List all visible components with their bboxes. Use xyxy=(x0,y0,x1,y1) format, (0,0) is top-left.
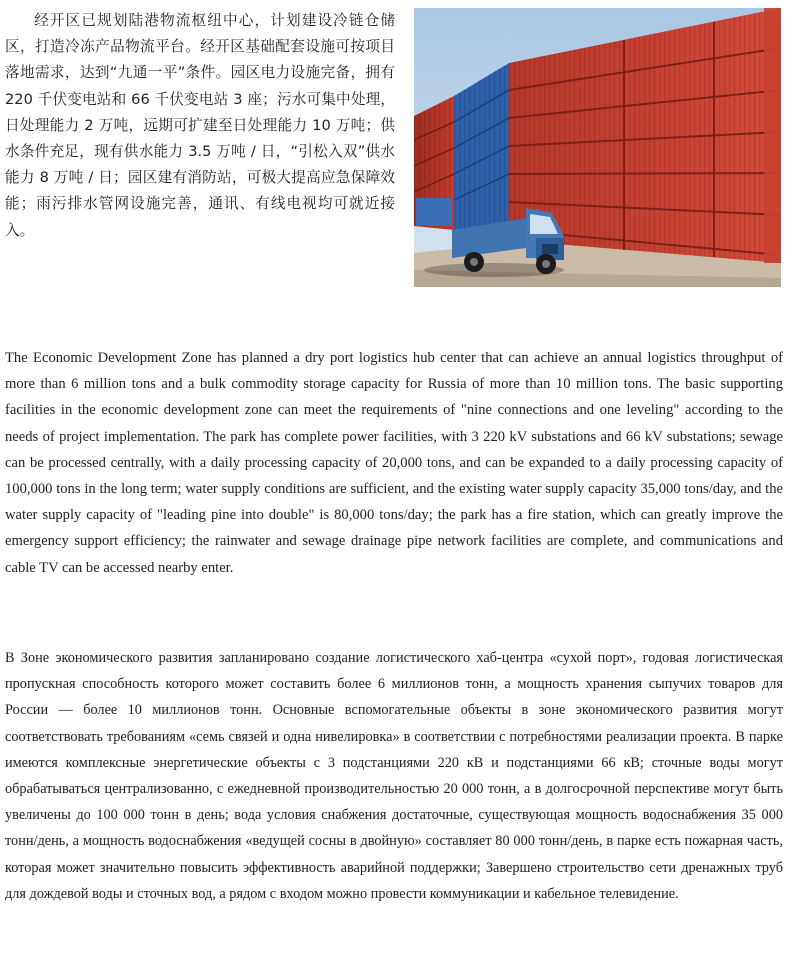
container-yard-photo-drawing xyxy=(414,8,781,287)
container-yard-photo xyxy=(414,8,781,287)
english-paragraph: The Economic Development Zone has planned a dry port logistics hub center that can achieve an annual logistics throughput of more than 6 million tons and a bulk commodity storage capacity for Russia of more than 10 million tons. The basic supporting facilities in the economic development zone can meet the requirements of "nine connections and one leveling" according to the needs of project implementation. The park has complete power facilities, with 3 220 kV substations and 66 kV substations; sewage can be processed centrally, with a daily processing capacity of 20,000 tons, and can be expanded to a daily processing capacity of 100,000 tons in the long term; water supply conditions are sufficient, and the existing water supply capacity 35,000 tons/day, and the water supply capacity of "leading pine into double" is 80,000 tons/day; the park has a fire station, which can greatly improve the emergency support efficiency; the rainwater and sewage drainage pipe network facilities are complete, and communications and cable TV can be accessed nearby enter. xyxy=(5,350,783,576)
russian-paragraph: В Зоне экономического развития запланировано создание логистического хаб-центра «сухой порт», годовая логистическая пропускная способность которого может составить более 6 миллионов тонн, а мощность хранения сыпучих товаров для России — более 10 миллионов тонн. Основные вспомогательные объекты в зоне экономического развития могут соответствовать требованиям «семь связей и одна нивелировка» в соответствии с потребностями реализации проекта. В парке имеются комплексные энергетические объекты с 3 подстанциями 220 кВ и подстанциями 66 кВ; сточные воды могут обрабатываться централизованно, с ежедневной производительностью 20 000 тонн, а в долгосрочной перспективе могут быть увеличены до 100 000 тонн в день; вода условия снабжения достаточные, существующая мощность водоснабжения 35 000 тонн/день, а мощность водоснабжения «ведущей сосны в двойную» составляет 80 000 тонн/день, в парке есть пожарная часть, которая может значительно повысить эффективность аварийной поддержки; Завершено строительство сети дренажных труб для дождевой воды и сточных вод, а рядом с входом можно провести коммуникации и кабельное телевидение. xyxy=(5,650,783,902)
chinese-paragraph: 经开区已规划陆港物流枢纽中心，计划建设冷链仓储区，打造冷冻产品物流平台。经开区基础配套设施可按项目落地需求，达到“九通一平”条件。园区电力设施完备，拥有 220 千伏变电站和 66 千伏变电站 3 座；污水可集中处理，日处理能力 2 万吨，远期可扩建至日处理能力 10 万吨；供水条件充足，现有供水能力 3.5 万吨 / 日，“引松入双”供水能力 8 万吨 / 日；园区建有消防站，可极大提高应急保障效能；雨污排水管网设施完善，通讯、有线电视均可就近接入。 xyxy=(5,12,395,239)
